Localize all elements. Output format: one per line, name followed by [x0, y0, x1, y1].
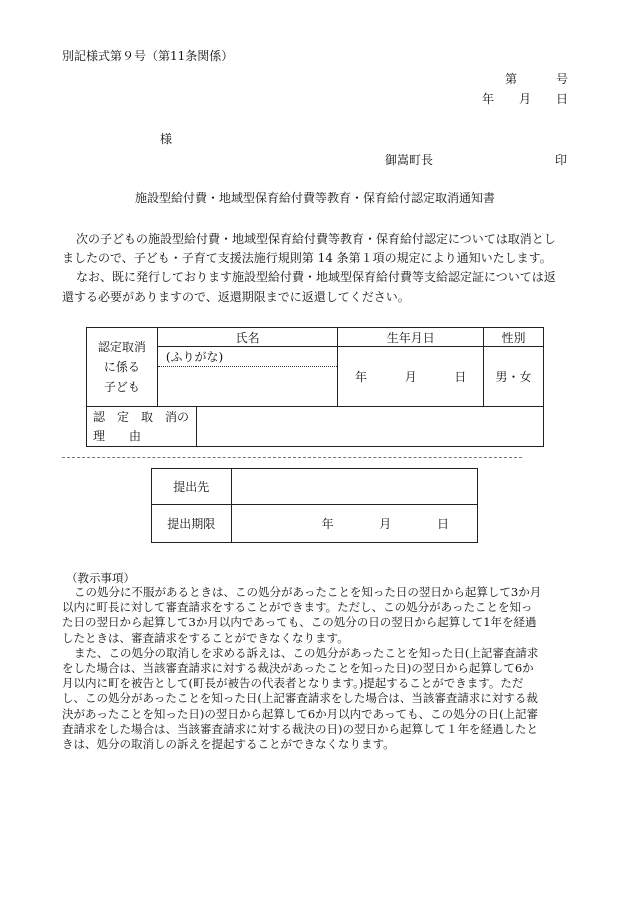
- notice-line: 決があったことを知った日)の翌日から起算して6か月以内であっても、この処分の日(上記審: [62, 706, 539, 721]
- issuer-seal: 印: [555, 153, 568, 167]
- notice-line: また、この処分の取消しを求める訴えは、この処分があったことを知った日(上記審査請求: [74, 645, 539, 660]
- reason-label: 認 定 取 消の 理 由: [87, 407, 197, 447]
- name-header: 氏名: [157, 328, 338, 347]
- addressee-honorific: 様: [160, 132, 173, 146]
- body-paragraph-2-line-1: なお、既に発行しております施設型給付費・地域型保育給付費等支給認定証については返: [76, 270, 556, 284]
- notice-line: 月以内に町を被告として(町長が被告の代表者となります。)提起することができます。ただ: [62, 676, 524, 691]
- form-number: 別記様式第９号（第11条関係）: [62, 49, 234, 63]
- body-paragraph-1-line-2: ましたので、子ども・子育て支援法施行規則第 14 条第１項の規定により通知いたします。: [62, 251, 552, 265]
- issuer-name: 御嵩町長: [385, 153, 434, 167]
- notice-line: た日の翌日から起算して3か月以内であっても、この処分の日の翌日から起算して1年を経過: [62, 615, 537, 630]
- reason-field[interactable]: [196, 407, 543, 447]
- notice-body: [62, 585, 541, 752]
- notice-line: したときは、審査請求をすることができなくなります。: [62, 630, 349, 645]
- furigana-field[interactable]: (ふりがな): [157, 347, 338, 367]
- submission-table: [151, 468, 478, 543]
- notice-line: 以内に町長に対して審査請求をすることができます。ただし、この処分があったことを知っ: [62, 600, 533, 615]
- dob-header: 生年月日: [338, 328, 484, 347]
- destination-field[interactable]: [231, 469, 477, 505]
- deadline-label: 提出期限: [152, 505, 232, 543]
- doc-number-suffix: 号: [556, 72, 569, 86]
- document-title: 施設型給付費・地域型保育給付費等教育・保育給付認定取消通知書: [135, 191, 496, 205]
- body-paragraph-2-line-2: 還する必要がありますので、返還期限までに返還してください。: [62, 290, 410, 304]
- name-field[interactable]: [157, 367, 338, 407]
- deadline-field[interactable]: 年 月 日: [231, 505, 477, 543]
- date-month-label: 月: [519, 92, 532, 106]
- notice-line: をした場合は、当該審査請求に対する裁決があったことを知った日)の翌日から起算して6か: [62, 661, 534, 676]
- notice-heading: （教示事項）: [66, 571, 135, 585]
- sex-header: 性別: [484, 328, 544, 347]
- cut-line: [62, 457, 522, 458]
- notice-line: し、この処分があったことを知った日(上記審査請求をした場合は、当該審査請求に対する裁: [62, 691, 538, 706]
- date-day-label: 日: [556, 92, 569, 106]
- child-row-header: 認定取消 に係る 子ども: [87, 328, 158, 407]
- child-info-table: [86, 327, 544, 447]
- destination-label: 提出先: [152, 469, 232, 505]
- doc-number-label: 第: [505, 72, 518, 86]
- notice-line: きは、処分の取消しの訴えを提起することができなくなります。: [62, 737, 395, 752]
- date-year-label: 年: [482, 92, 495, 106]
- sex-field[interactable]: 男・女: [484, 347, 544, 407]
- body-paragraph-1-line-1: 次の子どもの施設型給付費・地域型保育給付費等教育・保育給付認定については取消とし: [76, 232, 556, 246]
- dob-field[interactable]: 年 月 日: [338, 347, 484, 407]
- notice-line: この処分に不服があるときは、この処分があったことを知った日の翌日から起算して3か月: [74, 585, 542, 599]
- notice-line: 査請求をした場合は、当該審査請求に対する裁決の日)の翌日から起算して１年を経過したと: [62, 721, 538, 736]
